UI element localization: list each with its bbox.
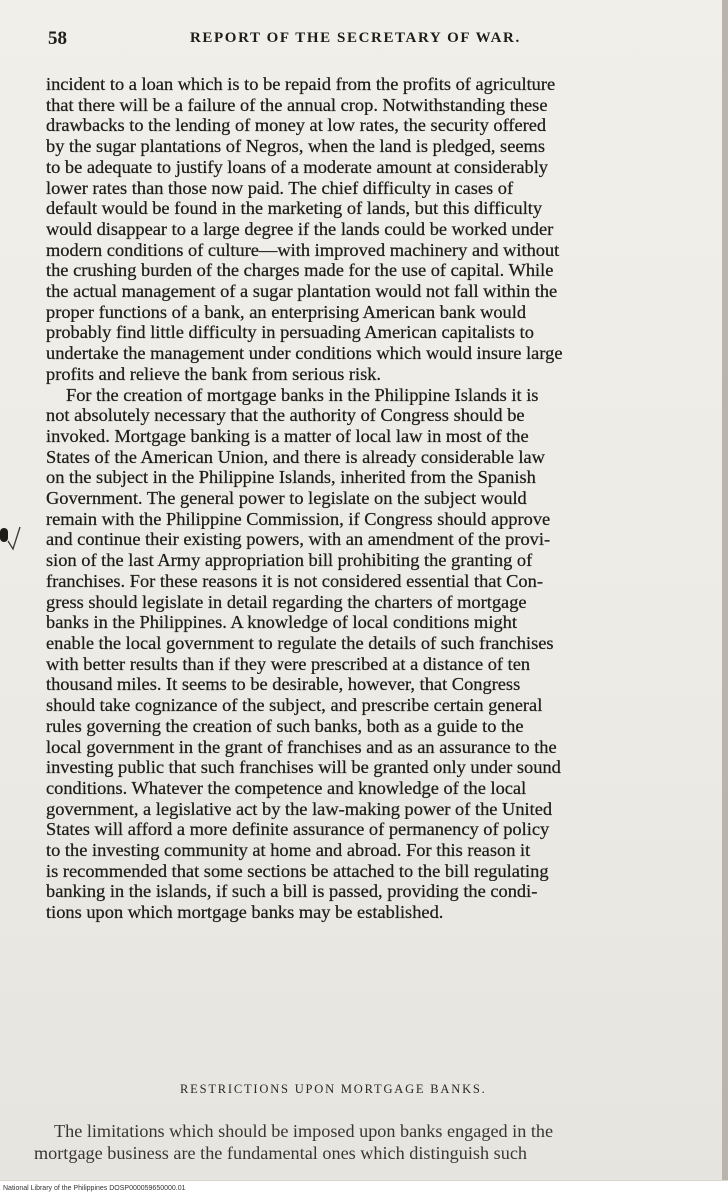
text-line: to the investing community at home and abroad. For this reason it [46, 840, 531, 861]
text-line: The limitations which should be imposed upon banks engaged in the [54, 1121, 554, 1141]
text-line: sion of the last Army appropriation bill prohibiting the granting of [46, 550, 533, 571]
page-header [40, 28, 700, 58]
text-line: banking in the islands, if such a bill is passed, providing the condi- [46, 881, 538, 902]
text-line: should take cognizance of the subject, and prescribe certain general [46, 695, 543, 716]
text-line: lower rates than those now paid. The chief difficulty in cases of [46, 177, 514, 198]
text-line: mortgage business are the fundamental ones which distinguish such [34, 1143, 527, 1163]
paragraph-3 [34, 1120, 704, 1164]
text-line: default would be found in the marketing of lands, but this difficulty [46, 198, 543, 219]
text-line: profits and relieve the bank from serious risk. [46, 363, 382, 384]
text-line: government, a legislative act by the law-making power of the United [46, 798, 553, 819]
text-line: banks in the Philippines. A knowledge of local conditions might [46, 612, 517, 633]
paragraph-2 [46, 385, 710, 923]
scan-footer [0, 1180, 728, 1201]
text-line: with better results than if they were prescribed at a distance of ten [46, 653, 531, 674]
section-heading: RESTRICTIONS UPON MORTGAGE BANKS. [180, 1082, 487, 1096]
text-line: investing public that such franchises will be granted only under sound [46, 757, 561, 778]
text-line: to be adequate to justify loans of a moderate amount at considerably [46, 156, 549, 177]
text-line: tions upon which mortgage banks may be established. [46, 902, 444, 923]
text-line: enable the local government to regulate the details of such franchises [46, 632, 554, 653]
paragraph-1 [46, 74, 710, 385]
text-line: local government in the grant of franchises and as an assurance to the [46, 736, 557, 757]
page-edge-shadow [722, 0, 728, 1201]
text-line: gress should legislate in detail regarding the charters of mortgage [46, 591, 527, 612]
text-line: remain with the Philippine Commission, if Congress should approve [46, 508, 551, 529]
text-line: the actual management of a sugar plantation would not fall within the [46, 281, 558, 302]
text-line: would disappear to a large degree if the lands could be worked under [46, 218, 554, 239]
body-text [46, 74, 710, 923]
text-line: States of the American Union, and there is already considerable law [46, 446, 545, 467]
text-line: is recommended that some sections be attached to the bill regulating [46, 860, 549, 881]
text-line: rules governing the creation of such banks, both as a guide to the [46, 715, 524, 736]
text-line: For the creation of mortgage banks in the Philippine Islands it is [66, 384, 539, 405]
text-line: and continue their existing powers, with an amendment of the provi- [46, 529, 551, 550]
text-line: conditions. Whatever the competence and knowledge of the local [46, 777, 527, 798]
text-line: that there will be a failure of the annual crop. Notwithstanding these [46, 94, 548, 115]
text-line: drawbacks to the lending of money at low rates, the security offered [46, 115, 547, 136]
text-line: franchises. For these reasons it is not considered essential that Con- [46, 570, 543, 591]
text-line: on the subject in the Philippine Islands, inherited from the Spanish [46, 467, 536, 488]
text-line: undertake the management under conditions which would insure large [46, 343, 563, 364]
text-line: the crushing burden of the charges made for the use of capital. While [46, 260, 554, 281]
text-line: incident to a loan which is to be repaid from the profits of agriculture [46, 74, 556, 94]
text-line: proper functions of a bank, an enterprising American bank would [46, 301, 527, 322]
text-line: States will afford a more definite assurance of permanency of policy [46, 819, 550, 840]
text-line: invoked. Mortgage banking is a matter of local law in most of the [46, 425, 529, 446]
margin-check-mark [6, 515, 22, 555]
text-line: not absolutely necessary that the authority of Congress should be [46, 405, 525, 426]
text-line: Government. The general power to legislate on the subject would [46, 488, 527, 509]
text-line: probably find little difficulty in persuading American capitalists to [46, 322, 534, 343]
footer-text: National Library of the Philippines DOSP000059650000.01 [3, 1185, 186, 1192]
text-line: thousand miles. It seems to be desirable, however, that Congress [46, 674, 521, 695]
page-number: 58 [48, 28, 67, 49]
text-line: by the sugar plantations of Negros, when the land is pledged, seems [46, 136, 545, 157]
text-line: modern conditions of culture—with improved machinery and without [46, 239, 560, 260]
running-head: REPORT OF THE SECRETARY OF WAR. [190, 30, 521, 46]
